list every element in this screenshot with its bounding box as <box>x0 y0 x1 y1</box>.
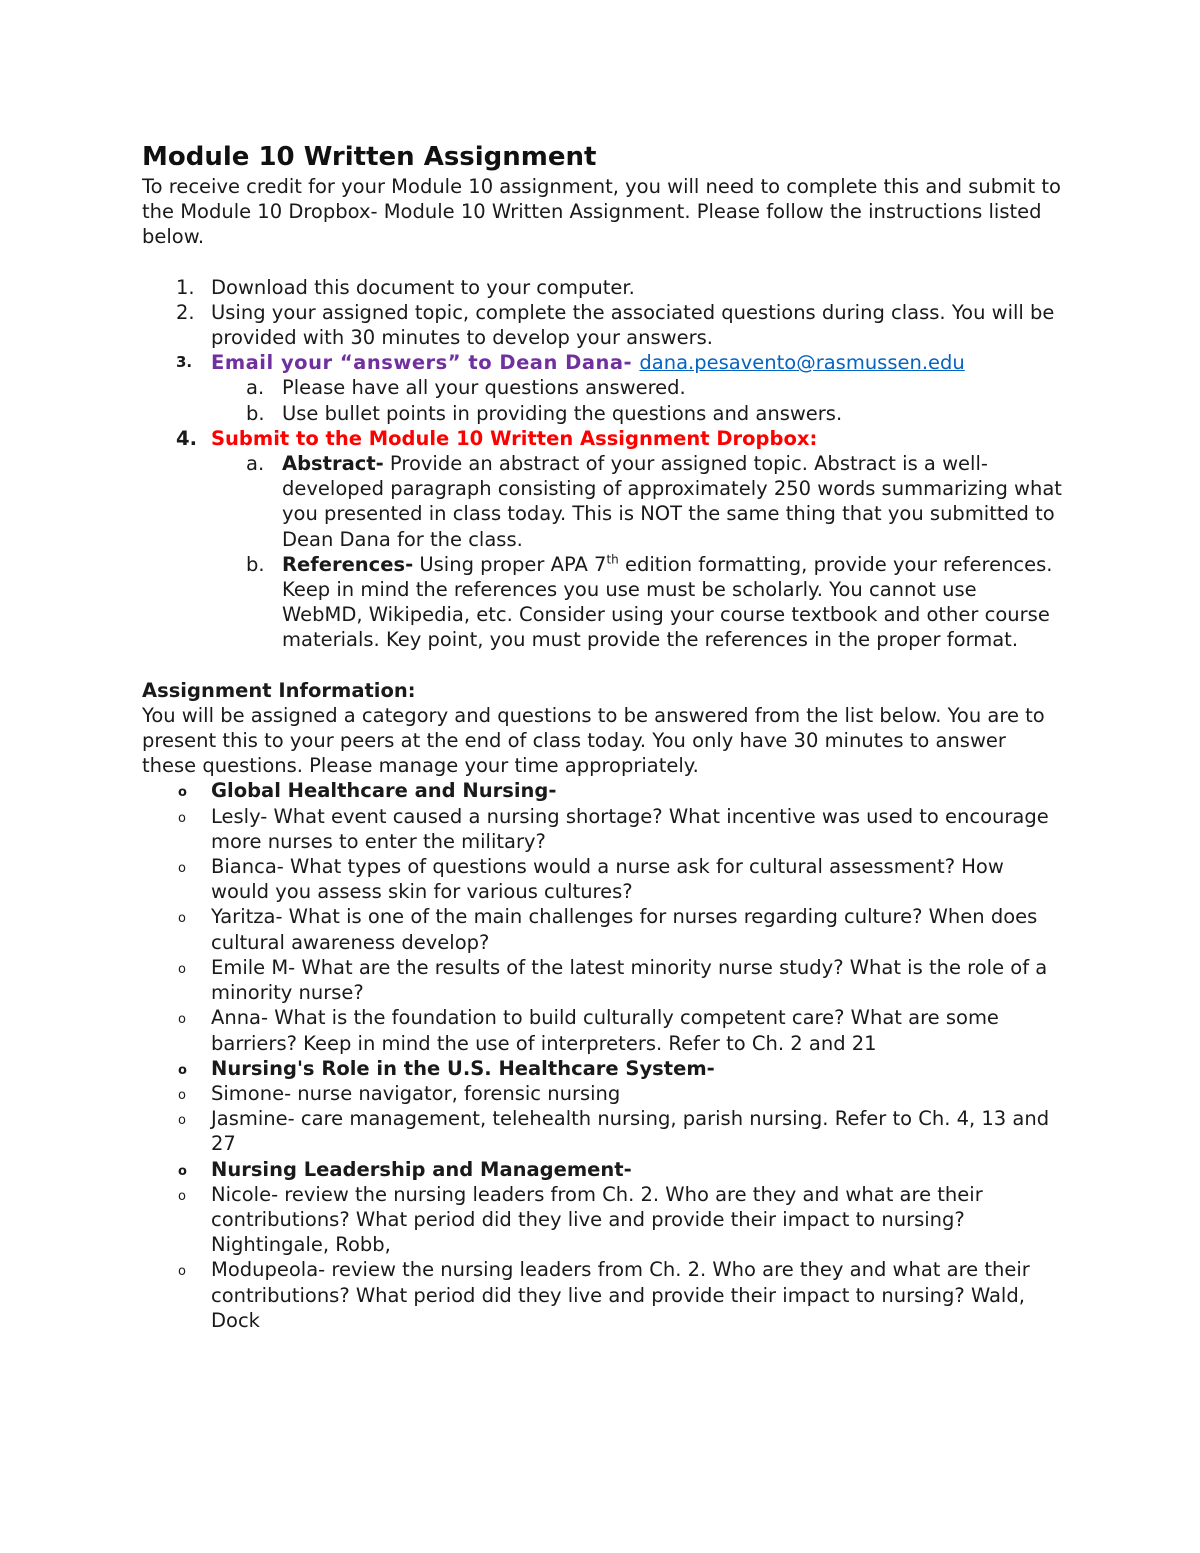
list-item: o Lesly- What event caused a nursing shortage? What incentive was used to encourage more nurses to enter the military? <box>178 804 1049 853</box>
list-item: o Anna- What is the foundation to build culturally competent care? What are some barriers? Keep in mind the use of interpreters. Refer to Ch. 2 and 21 <box>178 1006 999 1055</box>
category-leadership: o Nursing Leadership and Management- <box>178 1157 632 1181</box>
step-4b-references: b. References- Using proper APA 7th edition formatting, provide your references. Keep in mind the references you use must be scholarly. You cannot use WebMD, Wikipedia, etc. Consider using your course textbook and other course materials. Key point, you must provide the references in the proper format. <box>246 552 1053 652</box>
step-2: 2. Using your assigned topic, complete the associated questions during class. You will be provided with 30 minutes to develop your answers. <box>176 300 1055 350</box>
page-title: Module 10 Written Assignment <box>142 142 597 172</box>
document-page <box>142 140 1062 1333</box>
intro-paragraph: To receive credit for your Module 10 assignment, you will need to complete this and submit to the Module 10 Dropbox- Module 10 Written Assignment. Please follow the instructions listed below. <box>142 175 1061 249</box>
email-instruction: Email your “answers” to Dean Dana- <box>211 351 640 375</box>
email-link[interactable]: dana.pesavento@rasmussen.edu <box>639 351 965 375</box>
step-3b: b. Use bullet points in providing the questions and answers. <box>246 401 843 425</box>
category-nursing-role: o Nursing's Role in the U.S. Healthcare System- <box>178 1056 715 1080</box>
step-4: 4. Submit to the Module 10 Written Assignment Dropbox: a. Abstract- Provide an abstract of your assigned topic. Abstract is a well-developed paragraph consisting of approximately 250 words summarizing what you presented in class today. This is NOT the same thing that you submitted to Dean Dana for the class. b. References- Using proper APA 7th edition formatting, provide your references. Keep in mind the references you use must be scholarly. You cannot use WebMD, Wikipedia, etc. Consider using your course textbook and other course materials. Key point, you must provide the references in the proper format. <box>142 426 1062 653</box>
step-4-sublist <box>211 451 1062 653</box>
assignment-info-text: You will be assigned a category and questions to be answered from the list below. You are to present this to your peers at the end of class today. You only have 30 minutes to answer these questions. Please manage your time appropriately. <box>142 703 1045 778</box>
step-3-sublist <box>211 375 1062 425</box>
list-item: o Yaritza- What is one of the main challenges for nurses regarding culture? When does cultural awareness develop? <box>178 905 1038 954</box>
list-item: o Emile M- What are the results of the latest minority nurse study? What is the role of a minority nurse? <box>178 955 1048 1005</box>
category-global-healthcare: o Global Healthcare and Nursing- <box>178 779 557 803</box>
step-3: 3. Email your “answers” to Dean Dana- dana.pesavento@rasmussen.edu a. Please have all your questions answered. b. Use bullet points in providing the questions and answers. <box>142 350 1062 426</box>
topics-list <box>142 778 1062 1332</box>
step-1: 1. Download this document to your computer. <box>176 275 635 299</box>
list-item: o Bianca- What types of questions would a nurse ask for cultural assessment? How would you assess skin for various cultures? <box>178 855 1004 904</box>
step-4a-abstract: a. Abstract- Provide an abstract of your assigned topic. Abstract is a well-developed paragraph consisting of approximately 250 words summarizing what you presented in class today. This is NOT the same thing that you submitted to Dean Dana for the class. <box>246 452 1062 551</box>
list-item: o Nicole- review the nursing leaders from Ch. 2. Who are they and what are their contributions? What period did they live and provide their impact to nursing? Nightingale, Robb, <box>178 1182 983 1257</box>
list-item: o Jasmine- care management, telehealth nursing, parish nursing. Refer to Ch. 4, 13 and 27 <box>178 1107 1050 1156</box>
list-item: o Simone- nurse navigator, forensic nursing <box>178 1081 621 1105</box>
step-3a: a. Please have all your questions answered. <box>246 376 686 400</box>
list-item: o Modupeola- review the nursing leaders from Ch. 2. Who are they and what are their contributions? What period did they live and provide their impact to nursing? Wald, Dock <box>178 1258 1030 1332</box>
submit-instruction: Submit to the Module 10 Written Assignment Dropbox: <box>211 426 818 450</box>
assignment-info-heading: Assignment Information: <box>142 678 416 702</box>
instructions-list <box>142 275 1062 653</box>
